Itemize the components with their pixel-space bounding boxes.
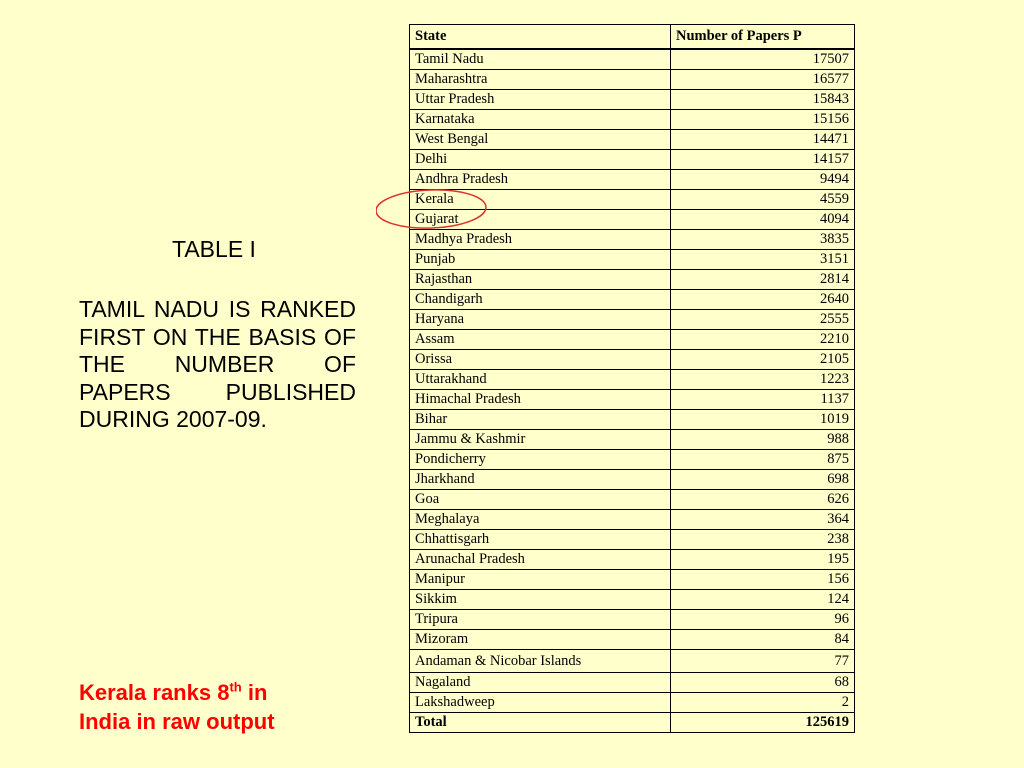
papers-cell: 626 bbox=[671, 490, 855, 510]
state-cell: Karnataka bbox=[410, 110, 671, 130]
kerala-rank-note-line2: India in raw output bbox=[79, 709, 275, 734]
papers-cell: 16577 bbox=[671, 70, 855, 90]
state-cell: Jammu & Kashmir bbox=[410, 430, 671, 450]
state-cell: Haryana bbox=[410, 310, 671, 330]
papers-cell: 1019 bbox=[671, 410, 855, 430]
state-cell: Maharashtra bbox=[410, 70, 671, 90]
table-row bbox=[410, 130, 855, 150]
papers-cell: 96 bbox=[671, 610, 855, 630]
table-row bbox=[410, 650, 855, 673]
state-cell: Madhya Pradesh bbox=[410, 230, 671, 250]
papers-cell: 4094 bbox=[671, 210, 855, 230]
state-cell: Delhi bbox=[410, 150, 671, 170]
table-row bbox=[410, 630, 855, 650]
table-row bbox=[410, 270, 855, 290]
state-cell: Rajasthan bbox=[410, 270, 671, 290]
kerala-rank-note-sup: th bbox=[229, 679, 242, 695]
papers-cell: 156 bbox=[671, 570, 855, 590]
column-header-state: State bbox=[410, 25, 671, 50]
table-row bbox=[410, 370, 855, 390]
state-cell: Orissa bbox=[410, 350, 671, 370]
state-cell: Tripura bbox=[410, 610, 671, 630]
table-row bbox=[410, 330, 855, 350]
papers-cell: 1137 bbox=[671, 390, 855, 410]
papers-cell: 988 bbox=[671, 430, 855, 450]
table-row bbox=[410, 110, 855, 130]
papers-cell: 875 bbox=[671, 450, 855, 470]
state-cell: Himachal Pradesh bbox=[410, 390, 671, 410]
state-cell: Tamil Nadu bbox=[410, 49, 671, 70]
papers-cell: 2640 bbox=[671, 290, 855, 310]
table-row bbox=[410, 470, 855, 490]
table-row bbox=[410, 570, 855, 590]
state-cell: Chandigarh bbox=[410, 290, 671, 310]
papers-cell: 1223 bbox=[671, 370, 855, 390]
papers-cell: 2210 bbox=[671, 330, 855, 350]
table-row bbox=[410, 49, 855, 70]
total-papers-cell: 125619 bbox=[671, 713, 855, 733]
state-cell: West Bengal bbox=[410, 130, 671, 150]
total-label-cell: Total bbox=[410, 713, 671, 733]
papers-cell: 77 bbox=[671, 650, 855, 673]
table-row bbox=[410, 673, 855, 693]
papers-cell: 698 bbox=[671, 470, 855, 490]
state-cell: Arunachal Pradesh bbox=[410, 550, 671, 570]
state-cell: Andaman & Nicobar Islands bbox=[410, 650, 671, 673]
table-row bbox=[410, 610, 855, 630]
state-cell: Manipur bbox=[410, 570, 671, 590]
table-row bbox=[410, 70, 855, 90]
column-header-papers: Number of Papers P bbox=[671, 25, 855, 50]
table-row bbox=[410, 590, 855, 610]
state-cell: Goa bbox=[410, 490, 671, 510]
state-cell: Mizoram bbox=[410, 630, 671, 650]
table-row bbox=[410, 430, 855, 450]
table-row bbox=[410, 550, 855, 570]
papers-cell: 15156 bbox=[671, 110, 855, 130]
papers-cell: 364 bbox=[671, 510, 855, 530]
table-row bbox=[410, 693, 855, 713]
state-cell: Assam bbox=[410, 330, 671, 350]
state-cell: Meghalaya bbox=[410, 510, 671, 530]
table-row bbox=[410, 170, 855, 190]
table-row bbox=[410, 230, 855, 250]
table-row bbox=[410, 490, 855, 510]
papers-cell: 15843 bbox=[671, 90, 855, 110]
state-cell: Gujarat bbox=[410, 210, 671, 230]
papers-cell: 84 bbox=[671, 630, 855, 650]
state-cell: Pondicherry bbox=[410, 450, 671, 470]
table-header-row bbox=[410, 25, 855, 50]
papers-cell: 195 bbox=[671, 550, 855, 570]
table-row bbox=[410, 450, 855, 470]
table-row bbox=[410, 530, 855, 550]
table-row bbox=[410, 410, 855, 430]
papers-cell: 3835 bbox=[671, 230, 855, 250]
kerala-rank-note-line1 bbox=[79, 678, 275, 707]
state-cell: Uttar Pradesh bbox=[410, 90, 671, 110]
table-total-row bbox=[410, 713, 855, 733]
table-row bbox=[410, 190, 855, 210]
table-row bbox=[410, 250, 855, 270]
papers-cell: 14471 bbox=[671, 130, 855, 150]
state-cell: Andhra Pradesh bbox=[410, 170, 671, 190]
papers-cell: 4559 bbox=[671, 190, 855, 210]
state-cell: Punjab bbox=[410, 250, 671, 270]
papers-cell: 14157 bbox=[671, 150, 855, 170]
table-row bbox=[410, 150, 855, 170]
state-cell: Nagaland bbox=[410, 673, 671, 693]
table-row bbox=[410, 510, 855, 530]
papers-by-state-table bbox=[409, 24, 855, 733]
papers-cell: 2814 bbox=[671, 270, 855, 290]
papers-cell: 2555 bbox=[671, 310, 855, 330]
table-row bbox=[410, 390, 855, 410]
state-cell: Jharkhand bbox=[410, 470, 671, 490]
slide-title: TABLE I bbox=[172, 236, 256, 262]
kerala-rank-note bbox=[79, 678, 275, 736]
table-row bbox=[410, 350, 855, 370]
papers-cell: 2105 bbox=[671, 350, 855, 370]
table-row bbox=[410, 210, 855, 230]
table-row bbox=[410, 290, 855, 310]
papers-cell: 3151 bbox=[671, 250, 855, 270]
state-cell: Chhattisgarh bbox=[410, 530, 671, 550]
state-cell: Lakshadweep bbox=[410, 693, 671, 713]
papers-cell: 238 bbox=[671, 530, 855, 550]
papers-cell: 68 bbox=[671, 673, 855, 693]
table-row bbox=[410, 90, 855, 110]
state-cell: Kerala bbox=[410, 190, 671, 210]
table-row bbox=[410, 310, 855, 330]
slide-description: TAMIL NADU IS RANKED FIRST ON THE BASIS OF THE NUMBER OF PAPERS PUBLISHED DURING 2007-09. bbox=[79, 296, 356, 432]
papers-cell: 124 bbox=[671, 590, 855, 610]
kerala-rank-note-suffix: in bbox=[241, 680, 268, 705]
state-cell: Uttarakhand bbox=[410, 370, 671, 390]
papers-cell: 9494 bbox=[671, 170, 855, 190]
state-cell: Sikkim bbox=[410, 590, 671, 610]
papers-cell: 2 bbox=[671, 693, 855, 713]
papers-cell: 17507 bbox=[671, 49, 855, 70]
state-cell: Bihar bbox=[410, 410, 671, 430]
kerala-rank-note-text: Kerala ranks 8 bbox=[79, 680, 230, 705]
